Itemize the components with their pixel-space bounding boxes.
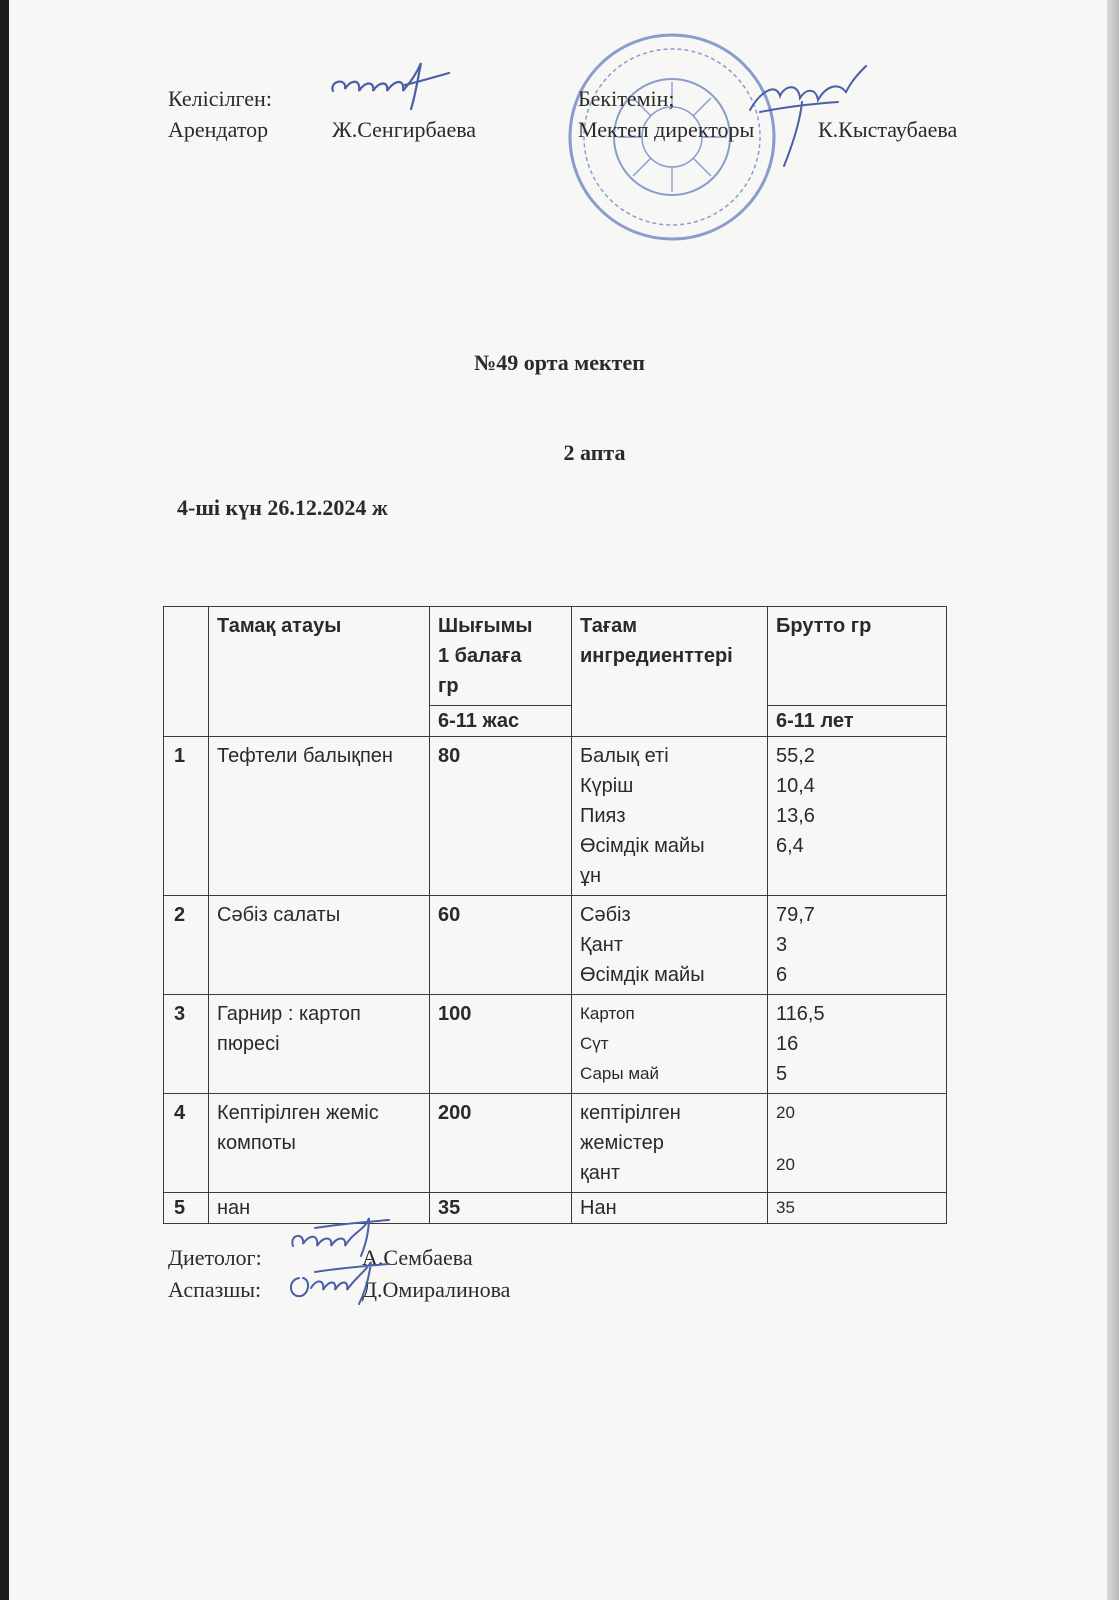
ingredient: Балық еті: [580, 745, 669, 767]
ingredient: Пияз: [580, 805, 626, 827]
gross-value: 10,4: [776, 775, 815, 797]
row-number: 2: [164, 896, 209, 995]
scan-edge-right: [1107, 0, 1119, 1600]
ingredient: Картоп: [580, 1004, 635, 1023]
dish-output: 35: [430, 1193, 572, 1224]
ingredient-list: [572, 737, 768, 896]
gross-list: [768, 995, 947, 1094]
dish-output: 60: [430, 896, 572, 995]
gross-value: 16: [776, 1033, 799, 1055]
row-number: 3: [164, 995, 209, 1094]
gross-value: 116,5: [776, 1003, 825, 1025]
ingredient: Сүт: [580, 1034, 609, 1053]
ingredient-list: [572, 1094, 768, 1193]
header-output: Шығымы 1 балаға гр: [430, 607, 572, 706]
director-name: К.Кыстаубаева: [818, 117, 958, 142]
scan-edge-left: [0, 0, 9, 1600]
dish-output: 200: [430, 1094, 572, 1193]
dish-name: Сәбіз салаты: [209, 896, 430, 995]
gross-value: 55,2: [776, 745, 815, 767]
gross-value: 5: [776, 1063, 788, 1085]
agreed-label: Келісілген:: [168, 86, 272, 111]
dish-name: нан: [209, 1193, 430, 1224]
header-gross: Брутто гр: [768, 607, 947, 706]
table-row: [164, 737, 947, 896]
dish-name: Тефтели балықпен: [209, 737, 430, 896]
dietitian-label: Диетолог:: [168, 1245, 262, 1270]
table-row: [164, 1094, 947, 1193]
header-age-kz: 6-11 жас: [430, 706, 572, 737]
gross-value: 20: [776, 1155, 795, 1174]
header-age-ru: 6-11 лет: [768, 706, 947, 737]
tenant-label: Арендатор: [168, 117, 269, 142]
dietitian-signature: [285, 1212, 395, 1262]
dish-output: 100: [430, 995, 572, 1094]
ingredient-list: [572, 896, 768, 995]
ingredient: Қант: [580, 934, 623, 956]
dish-output: 80: [430, 737, 572, 896]
ingredient: ұн: [580, 865, 602, 887]
table-header-row: [164, 607, 947, 706]
gross-value: 35: [768, 1193, 947, 1224]
gross-value: 6: [776, 964, 788, 986]
ingredient: Өсімдік майы: [580, 835, 705, 857]
gross-value: 13,6: [776, 805, 815, 827]
ingredient: Сәбіз: [580, 904, 631, 926]
gross-list: [768, 737, 947, 896]
header-dish-name: Тамақ атауы: [209, 607, 430, 737]
cook-signature: [285, 1258, 395, 1306]
gross-value: 6,4: [776, 835, 804, 857]
ingredient: жемістер: [580, 1132, 664, 1154]
row-number: 5: [164, 1193, 209, 1224]
gross-value: 79,7: [776, 904, 815, 926]
ingredient: Сары май: [580, 1064, 659, 1083]
header-ingredients: Тағам ингредиенттері: [572, 607, 768, 737]
ingredient: Өсімдік майы: [580, 964, 705, 986]
ingredient: Күріш: [580, 775, 634, 797]
director-signature: [740, 62, 870, 172]
gross-value: 20: [776, 1103, 795, 1122]
approve-label: Бекітемін;: [578, 86, 675, 111]
week-label: 2 апта: [563, 440, 626, 465]
tenant-signature: [325, 55, 455, 115]
table-row: [164, 1193, 947, 1224]
table-row: [164, 896, 947, 995]
gross-list: [768, 896, 947, 995]
header-num-cell: [164, 607, 209, 737]
table-row: [164, 995, 947, 1094]
dietitian-name: А.Сембаева: [362, 1245, 473, 1270]
dish-name: Кептірілген жеміс компоты: [209, 1094, 430, 1193]
ingredient: кептірілген: [580, 1102, 681, 1124]
row-number: 4: [164, 1094, 209, 1193]
gross-list: [768, 1094, 947, 1193]
day-date-line: 4-ші күн 26.12.2024 ж: [177, 495, 388, 520]
ingredient-list: [572, 995, 768, 1094]
cook-name: Д.Омиралинова: [362, 1277, 511, 1302]
ingredient: қант: [580, 1162, 621, 1184]
menu-table: [163, 606, 947, 1224]
dish-name: Гарнир : картоп пюресі: [209, 995, 430, 1094]
cook-label: Аспазшы:: [168, 1277, 262, 1302]
gross-value: 3: [776, 934, 788, 956]
row-number: 1: [164, 737, 209, 896]
school-title: №49 орта мектеп: [474, 350, 645, 375]
ingredient: Нан: [572, 1193, 768, 1224]
director-label: Мектеп директоры: [578, 117, 755, 142]
tenant-name: Ж.Сенгирбаева: [332, 117, 477, 142]
